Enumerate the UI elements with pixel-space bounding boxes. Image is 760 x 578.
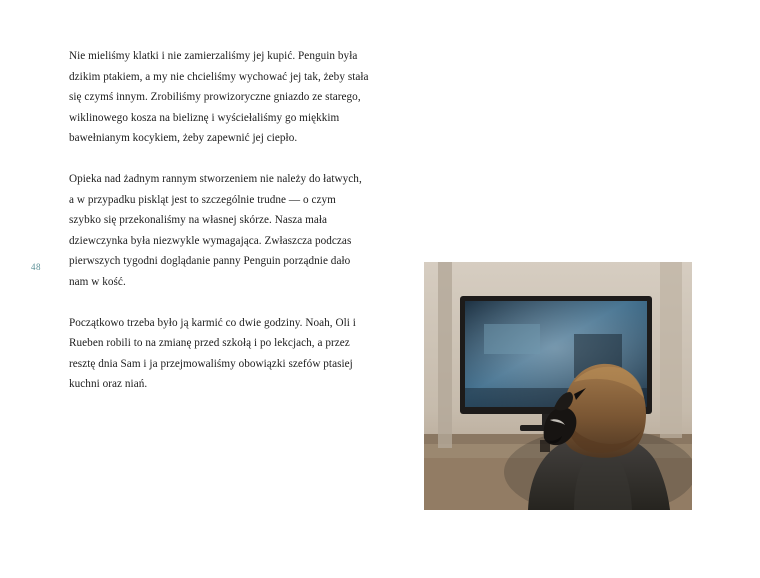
paragraph: Początkowo trzeba było ją karmić co dwie godziny. Noah, Oli i Rueben robili to na zmianę przed szkołą i po lekcjach, a przez resztę dnia Sam i ja przejmowaliśmy obowiązki szefów ptasiej kuchni oraz niań.: [69, 316, 356, 391]
body-text-column: [69, 46, 369, 395]
paragraph: Opieka nad żadnym rannym stworzeniem nie należy do łatwych, a w przypadku piskląt jest to szczególnie trudne — o czym szybko się przekonaliśmy na własnej skórze. Nasza mała dziewczynka była niezwykle wymagająca. Zwłaszcza podczas pierwszych tygodni doglądanie panny Penguin porządnie dało nam w kość.: [69, 172, 362, 288]
photo-illustration: [424, 262, 692, 510]
photograph: [424, 262, 692, 510]
page-number: 48: [31, 262, 41, 272]
paragraph: Nie mieliśmy klatki i nie zamierzaliśmy jej kupić. Penguin była dzikim ptakiem, a my nie chcieliśmy wychować jej tak, żeby stała się czymś innym. Zrobiliśmy prowizoryczne gniazdo ze starego, wiklinowego kosza na bieliznę i wyściełaliśmy go miękkim bawełnianym kocykiem, żeby zapewnić jej ciepło.: [69, 50, 369, 145]
